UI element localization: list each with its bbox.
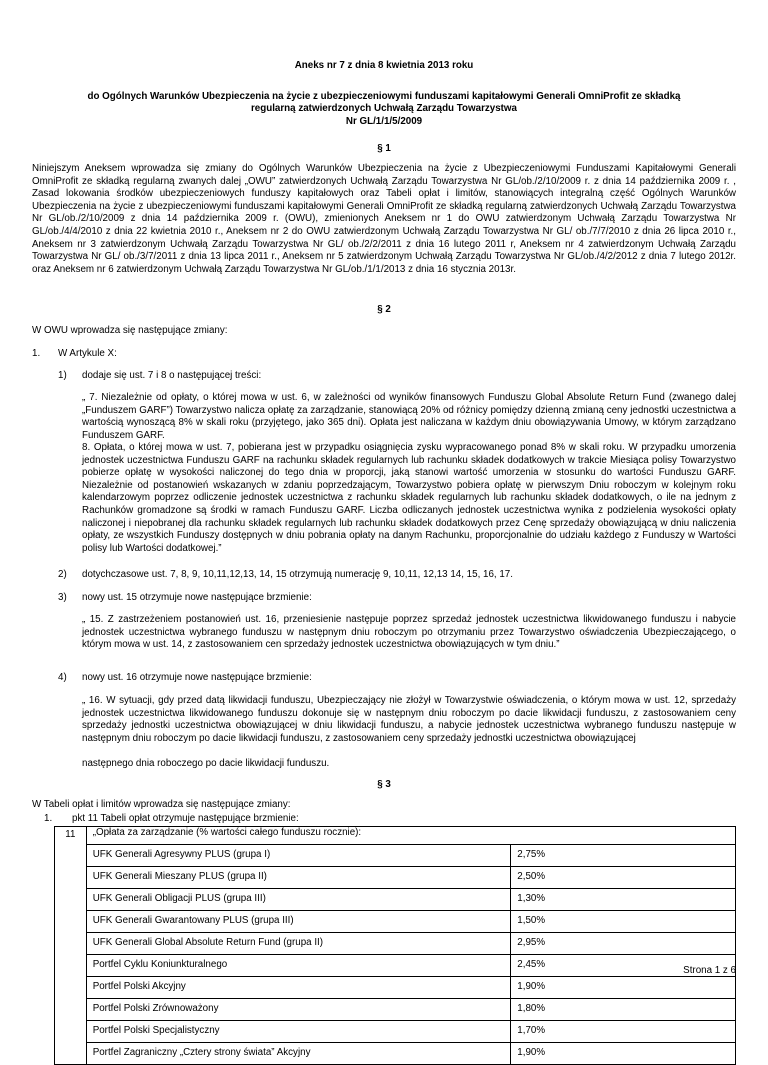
section3-item1-text: pkt 11 Tabeli opłat otrzymuje następujące brzmienie: bbox=[72, 813, 299, 824]
section2-sub1-number: 1) bbox=[58, 370, 67, 381]
document-page bbox=[32, 0, 736, 1059]
fee-table-row bbox=[55, 1043, 736, 1065]
quote-paragraph-8: 8. Opłata, o której mowa w ust. 7, pobierana jest w przypadku osiągnięcia zysku wypracowanego ponad 8% w skali roku. W przypadku umorzenia jednostek uczestnictwa Funduszu GARF na rachunku składek regularnych lub rachunku składek dodatkowych w trakcie Miesiąca polisy Towarzystwo pobierze opłatę w wysokości naliczonej do tego dnia w proporcji, jaką stanowi wartość umorzenia w stosunku do wartości Funduszu GARF. Niezależnie od postanowień wskazanych w zdaniu poprzedzającym, Towarzystwo pobiera opłatę w pierwszym Dniu roboczym w kolejnym roku kalendarzowym poprzez odliczenie jednostek uczestnictwa z rachunku składek regularnych lub rachunku składek dodatkowych, o ile na jednym z Rachunków gromadzone są środki w ramach Funduszu GARF. Liczba odliczanych jednostek uczestnictwa wynika z podzielenia wysokości opłaty naliczonej i niepobranej dla rachunku składek regularnych lub rachunku składek dodatkowych przez Cenę sprzedaży obowiązującą w dniu naliczenia opłaty, ze wszystkich Funduszy dostępnych w dniu pobrania opłaty na danym Rachunku, proporcjonalnie do udziału każdego z Funduszy w Wartości polisy lub Wartości dodatkowej.” bbox=[82, 442, 736, 554]
fund-name: UFK Generali Gwarantowany PLUS (grupa III) bbox=[86, 911, 511, 933]
document-subtitle-line1: do Ogólnych Warunków Ubezpieczenia na życie z ubezpieczeniowymi funduszami kapitałowymi Generali OmniProfit ze składką bbox=[87, 91, 681, 102]
section3-item1-number: 1. bbox=[44, 813, 53, 824]
document-title: Aneks nr 7 z dnia 8 kwietnia 2013 roku bbox=[294, 60, 474, 71]
quote-paragraph-16: „ 16. W sytuacji, gdy przed datą likwidacji funduszu, Ubezpieczający nie złożył w Towarzystwie oświadczenia, o którym mowa w ust. 12, sprzedaży jednostek uczestnictwa likwidowanego funduszu dokonuje się w następnym dniu roboczym po dacie likwidacji funduszu, z zastosowaniem ceny sprzedaży jednostki uczestnictwa obowiązującej w dniu likwidacji funduszu, a nabycie jednostek uczestnictwa wybranego funduszu następuje w następnym dniu roboczym po dacie likwidacji funduszu, z zastosowaniem ceny sprzedaży jednostki uczestnictwa obowiązującej bbox=[82, 695, 736, 744]
section2-sub3-number: 3) bbox=[58, 592, 67, 603]
page-number: Strona 1 z 6 bbox=[683, 965, 736, 976]
fund-fee-value: 1,80% bbox=[511, 999, 736, 1021]
fund-name: Portfel Polski Akcyjny bbox=[86, 977, 511, 999]
section1-heading: § 1 bbox=[377, 143, 391, 154]
fee-table-row bbox=[55, 889, 736, 911]
fund-name: Portfel Polski Specjalistyczny bbox=[86, 1021, 511, 1043]
fee-table-header-row bbox=[55, 827, 736, 845]
fund-name: Portfel Zagraniczny „Cztery strony świata” Akcyjny bbox=[86, 1043, 511, 1065]
fund-name: Portfel Polski Zrównoważony bbox=[86, 999, 511, 1021]
fee-table-row bbox=[55, 1021, 736, 1043]
section1-text: Niniejszym Aneksem wprowadza się zmiany do Ogólnych Warunków Ubezpieczenia na życie z Ubezpieczeniowymi Funduszami Kapitałowymi Generali OmniProfit ze składką regularną zwanych dalej „OWU” zatwierdzonych Uchwałą Zarządu Towarzystwa Nr GL/ob./2/10/2009 r. z dnia 14 października 2009 r. , Zasad lokowania środków ubezpieczeniowych funduszy kapitałowych oraz Tabeli opłat i limitów, stanowiących integralną część Ogólnych Warunków Ubezpieczenia na życie z ubezpieczeniowymi funduszami kapitałowymi Generali OmniProfit ze składką regularną zatwierdzonych Uchwałą Zarządu Towarzystwa Nr GL/ob./2/10/2009 z dnia 14 października 2009 r. (OWU), zmienionych Aneksem nr 1 do OWU zatwierdzonym Uchwałą Zarządu Towarzystwa Nr GL/ob./4/4/2010 z dnia 22 kwietnia 2010 r., Aneksem nr 2 do OWU zatwierdzonym Uchwałą Zarządu Towarzystwa Nr GL/ ob./7/7/2010 z dnia 26 lipca 2010 r., Aneksem nr 3 zatwierdzonym Uchwałą Zarządu Towarzystwa Nr GL/ ob./2/2/2011 z dnia 16 lutego 2011 r, Aneksem nr 4 zatwierdzonym Uchwałą Zarządu Towarzystwa Nr GL/ ob./3/7/2011 z dnia 13 lipca 2011 r., Aneksem nr 5 zatwierdzonym Uchwałą Zarządu Towarzystwa Nr GL/ob./4/2/2012 z dnia 7 lutego 2012r. oraz Aneksem nr 6 zatwierdzonym Uchwałą Zarządu Towarzystwa Nr GL/ob./1/1/2013 z dnia 16 stycznia 2013r. bbox=[32, 163, 736, 275]
document-subtitle-line2: regularną zatwierdzonych Uchwałą Zarządu Towarzystwa bbox=[250, 103, 518, 114]
quote-paragraph-16-last-line: następnego dnia roboczego po dacie likwidacji funduszu. bbox=[82, 758, 330, 769]
fund-fee-value: 1,90% bbox=[511, 1043, 736, 1065]
section2-sub4-number: 4) bbox=[58, 672, 67, 683]
section2-intro: W OWU wprowadza się następujące zmiany: bbox=[32, 325, 228, 336]
section2-sub2-text: dotychczasowe ust. 7, 8, 9, 10,11,12,13, 14, 15 otrzymują numerację 9, 10,11, 12,13 14, 15, 16, 17. bbox=[82, 569, 513, 580]
quote-paragraph-15: „ 15. Z zastrzeżeniem postanowień ust. 16, przeniesienie następuje poprzez sprzedaż jednostek uczestnictwa likwidowanego funduszu i nabycie jednostek uczestnictwa wybranego funduszu w następnym dniu roboczym po otrzymaniu przez Towarzystwo oświadczenia Ubezpieczającego, o którym mowa w ust. 14, z zastosowaniem cen sprzedaży jednostek uczestnictwa obowiązujących w tym dniu.” bbox=[82, 614, 736, 651]
section3-intro: W Tabeli opłat i limitów wprowadza się następujące zmiany: bbox=[32, 799, 291, 810]
fund-fee-value: 1,90% bbox=[511, 977, 736, 999]
section2-sub1-text: dodaje się ust. 7 i 8 o następującej treści: bbox=[82, 370, 262, 381]
fee-table-row bbox=[55, 933, 736, 955]
fund-fee-value: 2,50% bbox=[511, 867, 736, 889]
fund-fee-value: 1,50% bbox=[511, 911, 736, 933]
fee-table-row bbox=[55, 999, 736, 1021]
fund-fee-value: 1,30% bbox=[511, 889, 736, 911]
fund-name: UFK Generali Mieszany PLUS (grupa II) bbox=[86, 867, 511, 889]
fund-fee-value: 2,75% bbox=[511, 845, 736, 867]
fee-table-row bbox=[55, 911, 736, 933]
fee-table-row bbox=[55, 845, 736, 867]
fund-name: UFK Generali Agresywny PLUS (grupa I) bbox=[86, 845, 511, 867]
fee-table-row bbox=[55, 867, 736, 889]
section3-heading: § 3 bbox=[377, 779, 391, 790]
fund-fee-value: 2,45% bbox=[511, 955, 736, 977]
fee-table-row bbox=[55, 955, 736, 977]
fund-name: UFK Generali Obligacji PLUS (grupa III) bbox=[86, 889, 511, 911]
section2-heading: § 2 bbox=[377, 304, 391, 315]
fee-table-row bbox=[55, 977, 736, 999]
fund-name: UFK Generali Global Absolute Return Fund (grupa II) bbox=[86, 933, 511, 955]
section2-sub2-number: 2) bbox=[58, 569, 67, 580]
section2-item1-text: W Artykule X: bbox=[58, 348, 117, 359]
fee-table-row-number: 11 bbox=[55, 827, 87, 1065]
fund-fee-value: 1,70% bbox=[511, 1021, 736, 1043]
fund-name: Portfel Cyklu Koniunkturalnego bbox=[86, 955, 511, 977]
document-number: Nr GL/1/1/5/2009 bbox=[345, 116, 423, 127]
section2-sub4-text: nowy ust. 16 otrzymuje nowe następujące brzmienie: bbox=[82, 672, 312, 683]
fee-table-header: „Opłata za zarządzanie (% wartości całego funduszu rocznie): bbox=[86, 827, 735, 845]
fee-table bbox=[54, 826, 736, 1065]
quote-paragraph-7: „ 7. Niezależnie od opłaty, o której mowa w ust. 6, w zależności od wyników finansowych Funduszu Global Absolute Return Fund (zwanego dalej „Funduszem GARF”) Towarzystwo nalicza opłatę za zarządzanie, stanowiącą 20% od różnicy pomiędzy dzienną zmianą ceny jednostki uczestnictwa a wartością wynoszącą 8% w skali roku (przyjętego, jako 365 dni). Opłata jest naliczana w każdym dniu obowiązywania Umowy, w którym zarządzano Funduszem GARF. bbox=[82, 392, 736, 441]
section2-item1-number: 1. bbox=[32, 348, 41, 359]
section2-sub3-text: nowy ust. 15 otrzymuje nowe następujące brzmienie: bbox=[82, 592, 312, 603]
fund-fee-value: 2,95% bbox=[511, 933, 736, 955]
